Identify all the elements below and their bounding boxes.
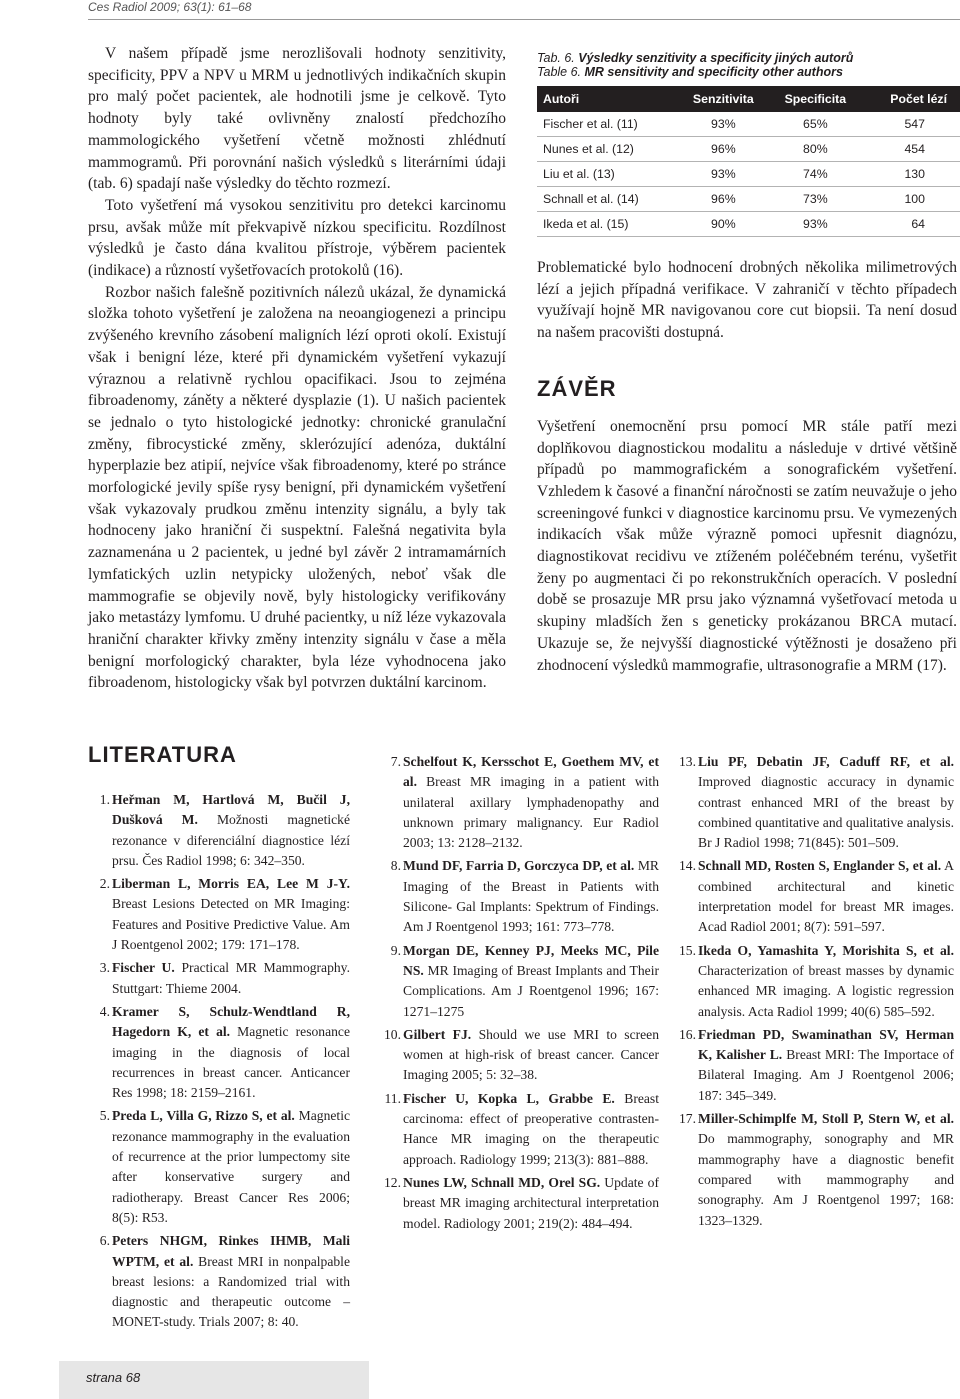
reference-item: [88, 1002, 350, 1103]
page-folio: [59, 1361, 369, 1399]
table-row: [537, 162, 960, 187]
table-caption-en: [537, 65, 957, 79]
references-column-3: [674, 752, 954, 1234]
reference-list: [674, 752, 954, 1231]
cell-author: Liu et al. (13): [537, 162, 678, 187]
reference-text: MR Imaging of the Breast in Patients with Silicone- Gal Implants: Spektrum of Findings. Am J Roentgenol 1993; 161: 773–778.: [403, 858, 659, 935]
header-lesion-count: Počet lézí: [890, 92, 947, 106]
reference-text: Magnetic rezonance mammography in the evaluation of recurrence at the prior lumpectomy site after konservative surgery and radiotherapy. Breast Cancer Res 2006; 8(5): R53.: [112, 1108, 351, 1225]
reference-text: Možnosti magnetické rezonance v diferenciální diagnostice lézí prsu. Čes Radiol 1998; 6: 342–350.: [112, 812, 351, 868]
table-caption-cz: [537, 51, 957, 65]
paragraph: Vyšetření onemocnění prsu pomocí MR stále patří mezi doplňkovou diagnostickou modalitu a následuje v drtivé většině případů po mammografickém a sonografickém vyšetření. Vzhledem k časové a finanční náročnosti se zatím neuvažuje o jeho screeningové funkci v diagnostice karcinomu prsu. Ve vymezených indikacích však může výrazně pomoci upřesnit diagnózu, diagnostikovat recidivu ve ztíženém poléčebném terénu, vyšetřit ženy po augmentaci či po rekonstrukčních operacích. V poslední době se prosazuje MR prsu jako významná vyšetřovací metoda u skupiny mladších žen s geneticky prokázanou BRCA mutací. Ukazuje se, že nejvyšší diagnostické výtěžnosti je dosaženo při zhodnocení výsledků mammografie, ultrasonografie a MRM (17).: [537, 417, 957, 674]
reference-authors: Gilbert FJ.: [403, 1026, 472, 1042]
reference-item: [379, 1025, 659, 1086]
paragraph: Toto vyšetření má vysokou senzitivitu pro detekci karcinomu prsu, avšak může mít překvapivě nízkou specificitu. Rozdílnost výsledků je často dána kvalitou přístroje, výběrem pacientek (indikace) a růzností vyšetřovacích protokolů (16).: [88, 196, 506, 280]
reference-item: [379, 752, 659, 853]
reference-item: [88, 1106, 350, 1228]
reference-authors: Kramer S, Schulz-Wendtland R, Hagedorn K, et al.: [112, 1003, 350, 1040]
conclusion-text: [537, 416, 957, 676]
reference-text: Do mammography, sonography and MR mammography have a diagnostic benefit compared with mammography and sonography. Am J Roentgenol 1997; 168: 1323–1329.: [698, 1131, 954, 1228]
reference-authors: Heřman M, Hartlová M, Bučil J, Dušková M.: [112, 792, 350, 828]
reference-number: 4.: [99, 1003, 110, 1019]
left-column: [88, 43, 506, 694]
reference-authors: Nunes LW, Schnall MD, Orel SG.: [403, 1174, 601, 1190]
reference-authors: Schnall MD, Rosten S, Englander S, et al.: [698, 858, 942, 874]
reference-number: 11.: [384, 1090, 401, 1106]
reference-item: [379, 1173, 659, 1234]
cell-specificity: 93%: [769, 212, 861, 237]
reference-text: Improved diagnostic accuracy in dynamic contrast enhanced MRI of the breast by combined quantitative and qualitative analysis. Br J Radiol 1998; 71(845): 501–509.: [698, 774, 954, 851]
literature-heading: LITERATURA: [88, 742, 237, 767]
reference-text: Breast MR imaging in a patient with unilateral axillary lymphadenopathy and unknown primary malignancy. Eur Radiol 2003; 13: 2128–2132.: [403, 774, 659, 851]
paragraph: Problematické bylo hodnocení drobných několika milimetrových lézí a jejich případná verifikace. V zahraničí v těchto případech využívají hojně MR navigovanou core cut biopsii. Ta není dosud na našem pracovišti dostupná.: [537, 259, 957, 342]
table-header-row: [537, 86, 960, 112]
reference-number: 13.: [679, 754, 696, 769]
reference-number: 17.: [679, 1111, 696, 1127]
header-specificity: Specificita: [784, 92, 847, 106]
reference-list: [379, 752, 659, 1234]
cell-sensitivity: 93%: [678, 162, 770, 187]
table-row: [537, 137, 960, 162]
conclusion-heading: ZÁVĚR: [537, 375, 617, 401]
page-number: strana 68: [86, 1370, 141, 1385]
reference-text: Should we use MRI to screen women at high-risk of breast cancer. Cancer Imaging 2005; 5: 32–38.: [403, 1026, 660, 1083]
reference-authors: Preda L, Villa G, Rizzo S, et al.: [112, 1108, 295, 1124]
table-row: [537, 212, 960, 237]
reference-item: [88, 958, 350, 999]
cell-count: 130: [862, 162, 960, 187]
reference-authors: Schelfout K, Kersschot E, Goethem MV, et al.: [403, 754, 659, 790]
cell-count: 454: [862, 137, 960, 162]
header-sensitivity: Senzitivita: [692, 92, 754, 106]
reference-text: Characterization of breast masses by dynamic enhanced MR imaging. A logistic regression analysis. Acta Radiol 1999; 40(6) 585–592.: [698, 962, 954, 1019]
cell-sensitivity: 90%: [678, 212, 770, 237]
cell-count: 547: [862, 112, 960, 137]
paragraph: V našem případě jsme nerozlišovali hodnoty senzitivity, specificity, PPV a NPV u MRM u jednotlivých indikačních skupin pro malý počet pacientek, ale hodnotili jsme je celkově. Tyto hodnoty byly také ovlivněny znalostí předchozího mammologického vyšetření včetně možnosti zhlédnutí mammogramů. Při porovnání našich výsledků s literárními údaji (tab. 6) spadají naše výsledky do těchto rozmezí.: [88, 45, 506, 193]
reference-item: [674, 1109, 954, 1231]
reference-text: Breast MRI in nonpalpable breast lesions: a Randomized trial with diagnostic and therapeutic outcome – MONET-study. Trials 2007; 8: 40.: [112, 1253, 350, 1330]
reference-text: Breast carcinoma: effect of preoperative contrasten- Hance MR imaging on the therapeutic approach. Radiology 1999; 213(3): 881–888.: [403, 1090, 659, 1167]
reference-item: [379, 856, 659, 937]
cell-author: Schnall et al. (14): [537, 187, 678, 212]
reference-authors: Fischer U.: [112, 960, 175, 976]
references-column-2: [379, 752, 659, 1237]
reference-number: 3.: [99, 960, 110, 976]
cell-author: Nunes et al. (12): [537, 137, 678, 162]
reference-list: [88, 790, 350, 1333]
reference-item: [379, 941, 659, 1022]
right-column: [537, 51, 957, 676]
reference-authors: Morgan DE, Kenney PJ, Meeks MC, Pile NS.: [403, 942, 659, 978]
reference-number: 16.: [679, 1026, 696, 1042]
reference-number: 8.: [390, 858, 401, 874]
reference-text: Breast Lesions Detected on MR Imaging: Features and Positive Predictive Value. Am J Roentgenol 2002; 179: 171–178.: [112, 896, 350, 953]
reference-authors: Fischer U, Kopka L, Grabbe E.: [403, 1090, 615, 1106]
cell-count: 64: [862, 212, 960, 237]
reference-text: Update of breast MR imaging architectural interpretation model. Radiology 2001; 219(2): 484–494.: [403, 1174, 659, 1231]
reference-number: 6.: [99, 1233, 110, 1249]
cell-count: 100: [862, 187, 960, 212]
reference-number: 15.: [679, 942, 696, 958]
table-row: [537, 112, 960, 137]
cell-author: Fischer et al. (11): [537, 112, 678, 137]
reference-number: 12.: [384, 1174, 401, 1190]
cell-sensitivity: 93%: [678, 112, 770, 137]
paragraph: Rozbor našich falešně pozitivních nálezů ukázal, že dynamická složka tohoto vyšetření je založena na neoangiogenezi a principu zvýšeného krevního zásobení maligních lézí oproti okolí. Existují však i benigní léze, které při dynamickém vyšetření vykazují výraznou a relativně rychlou opacifikaci. Jsou to zejména fibroadenomy, záněty a některé dysplazie (1). U našich pacientek se jednalo o tyto histologické jednotky: chronické granulační změny, fibrocystické změny, sklerózující adenóza, duktální hyperplazie bez atipií, nejvíce však fibroadenomy, které po stránce morfologické jevily spíše rysy benigní, při dynamickém vyšetření však vykazovaly prudkou změnu intenzity signálu, a byly tak hodnoceny jako hraniční či suspektní. Falešná negativita byla zaznamenána u 2 pacientek, u jedné byl závěr 2 intramamárních lymfatických uzlin netypicky uložených, neboť však dle mammografie se objevily nově, byly histologicky verifikovány jako metastázy lymfomu. U druhé pacientky, u níž léze vykazovala hraniční charakter křivky změny intenzity signálu v čase a měla benigní morfologický charakter, byla léze vyhodnocena jako fibroadenom, histologicky však byl potvrzen duktální karcinom.: [88, 283, 506, 692]
reference-item: [674, 856, 954, 937]
cell-sensitivity: 96%: [678, 187, 770, 212]
reference-text: A combined architectural and kinetic interpretation model for breast MR images. Acad Radiol 2001; 8(7): 591–597.: [698, 858, 954, 935]
reference-item: [674, 752, 954, 853]
caption-prefix: Tab. 6.: [537, 51, 575, 65]
reference-authors: Liberman L, Morris EA, Lee M J-Y.: [112, 876, 350, 892]
reference-text: MR Imaging of Breast Implants and Their Complications. Am J Roentgenol 1996; 167: 1271–1275: [403, 962, 659, 1019]
discussion-continuation: [537, 257, 957, 344]
reference-item: [674, 1025, 954, 1106]
cell-author: Ikeda et al. (15): [537, 212, 678, 237]
reference-number: 1.: [99, 792, 110, 807]
reference-number: 2.: [99, 876, 110, 892]
reference-number: 14.: [679, 858, 696, 874]
table-row: [537, 187, 960, 212]
reference-item: [674, 941, 954, 1022]
cell-specificity: 80%: [769, 137, 861, 162]
cell-sensitivity: 96%: [678, 137, 770, 162]
reference-authors: Friedman PD, Swaminathan SV, Herman K, Kalisher L.: [698, 1026, 954, 1063]
reference-item: [379, 1089, 659, 1170]
cell-specificity: 73%: [769, 187, 861, 212]
header-authors: Autoři: [543, 92, 580, 106]
references-column-1: [88, 790, 350, 1336]
caption-title: MR sensitivity and specificity other authors: [584, 65, 843, 79]
reference-text: Magnetic resonance imaging in the diagnosis of local recurrences in breast cancer. Anticancer Res 1998; 18: 2159–2161.: [112, 1024, 350, 1101]
reference-authors: Miller-Schimplfe M, Stoll P, Stern W, et al.: [698, 1111, 954, 1127]
reference-item: [88, 1231, 350, 1332]
reference-authors: Liu PF, Debatin JF, Caduff RF, et al.: [698, 754, 954, 769]
cell-specificity: 65%: [769, 112, 861, 137]
reference-number: 10.: [384, 1026, 401, 1042]
caption-prefix: Table 6.: [537, 65, 582, 79]
reference-authors: Ikeda O, Yamashita Y, Morishita S, et al.: [698, 942, 954, 958]
reference-text: Breast MRI: The Importace of Bilateral Imaging. Am J Roentgenol 2006; 187: 345–349.: [698, 1047, 954, 1103]
reference-number: 9.: [390, 942, 401, 958]
reference-item: [88, 790, 350, 871]
header-rule: [88, 19, 960, 20]
reference-authors: Peters NHGM, Rinkes IHMB, Mali WPTM, et al.: [112, 1233, 350, 1269]
reference-authors: Mund DF, Farria D, Gorczyca DP, et al.: [403, 858, 635, 874]
running-head: Ces Radiol 2009; 63(1): 61–68: [88, 0, 252, 14]
results-table: [537, 86, 960, 237]
reference-number: 5.: [99, 1108, 110, 1124]
reference-item: [88, 874, 350, 955]
caption-title: Výsledky senzitivity a specificity jiných autorů: [578, 51, 854, 65]
reference-text: Practical MR Mammography. Stuttgart: Thieme 2004.: [112, 960, 350, 996]
cell-specificity: 74%: [769, 162, 861, 187]
reference-number: 7.: [390, 754, 401, 769]
